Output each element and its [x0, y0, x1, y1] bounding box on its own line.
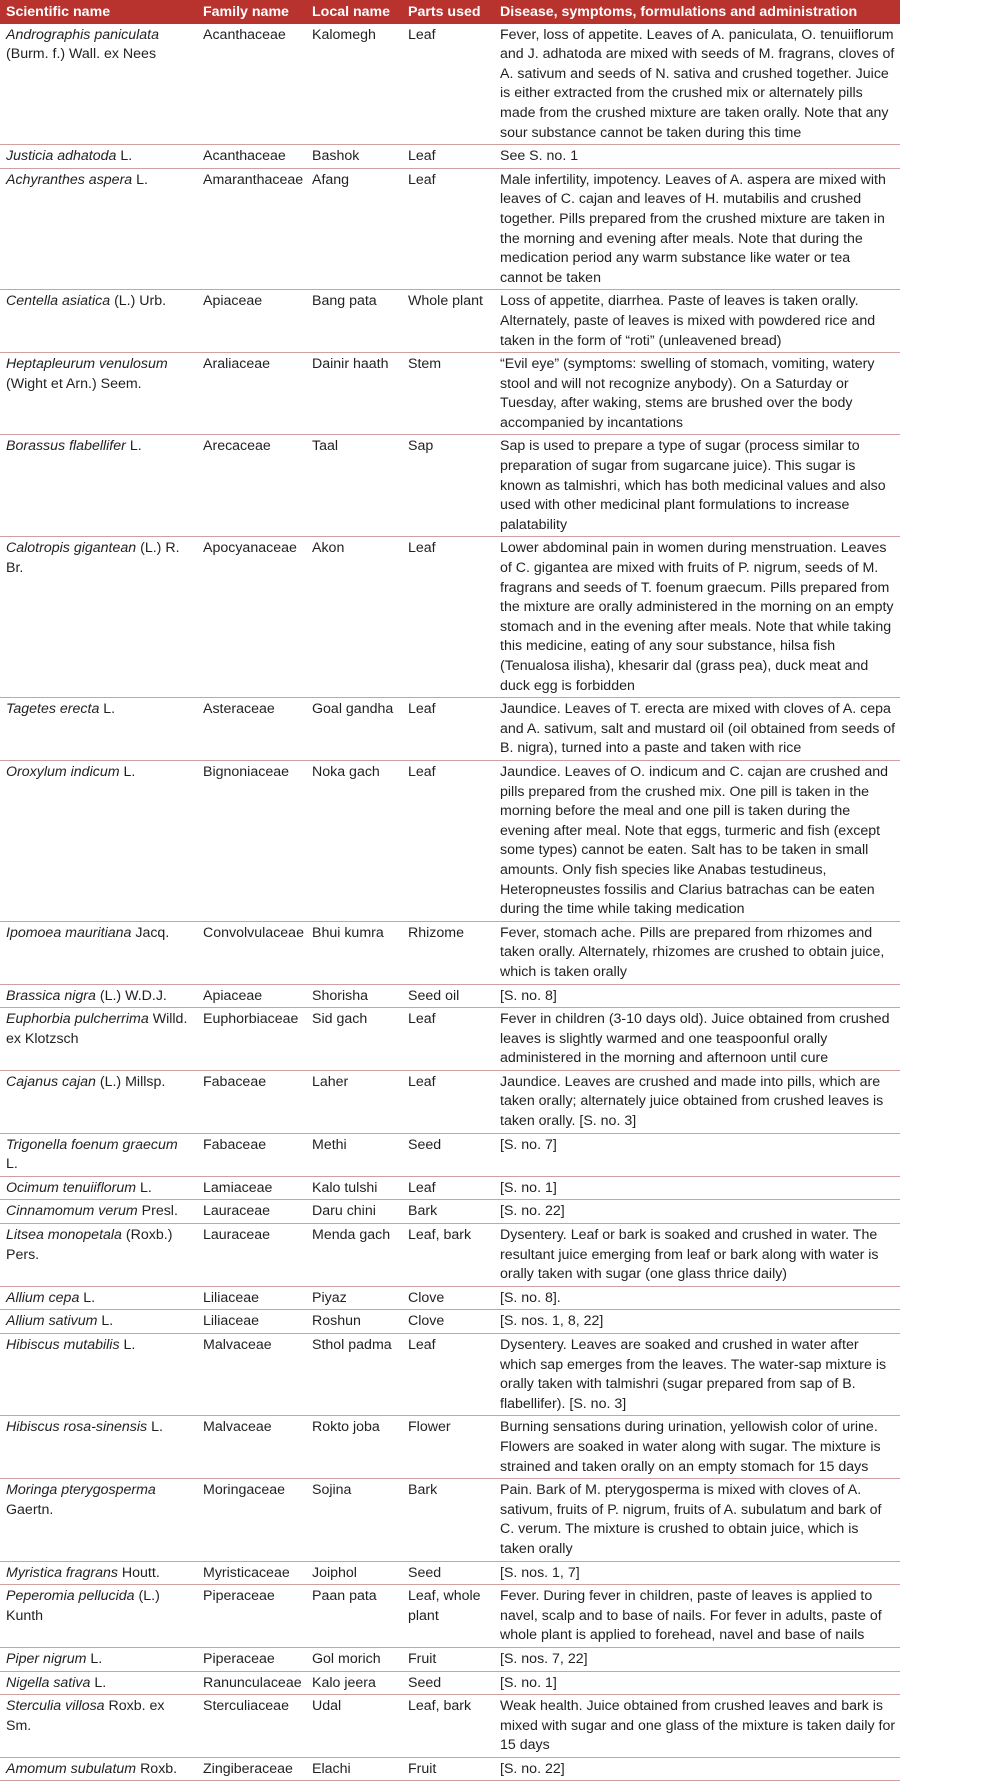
cell-scientific-name	[0, 1585, 197, 1648]
species-author: (L.) Urb.	[114, 293, 167, 310]
table-row	[0, 1479, 900, 1561]
cell-local-name: Dainir haath	[312, 356, 389, 373]
species-name: Moringa pterygosperma	[6, 1482, 156, 1499]
cell-local-name: Laher	[312, 1073, 349, 1090]
cell-family-name: Convolvulaceae	[203, 924, 304, 941]
table-row	[0, 168, 900, 290]
cell-local-name: Noka gach	[312, 763, 380, 780]
table-row	[0, 1757, 900, 1781]
cell-description: Sap is used to prepare a type of sugar (process similar to preparation of sugar from sugarcane juice). This sugar is known as talmishri, which has both medicinal values and also used with other medicinal plant formulations to increase palatability	[500, 438, 886, 533]
cell-description: Dysentery. Leaf or bark is soaked and crushed in water. The resultant juice emerging from leaf or bark along with water is orally taken with sugar (one glass thrice daily)	[500, 1227, 879, 1283]
header-disease-formulation: Disease, symptoms, formulations and administration	[500, 4, 858, 20]
cell-parts-used: Stem	[408, 356, 442, 373]
species-name: Centella asiatica	[6, 293, 111, 310]
cell-family-name: Lauraceae	[203, 1227, 271, 1244]
table-row	[0, 353, 900, 435]
table-row	[0, 537, 900, 698]
species-name: Achyranthes aspera	[6, 171, 133, 188]
cell-family-name: Malvaceae	[203, 1419, 272, 1436]
cell-description: Burning sensations during urination, yellowish color of urine. Flowers are soaked in water along with sugar. The mixture is strained and taken orally on an empty stomach for 15 days	[500, 1419, 881, 1475]
species-name: Nigella sativa	[6, 1674, 91, 1691]
species-name: Calotropis gigantean	[6, 540, 137, 557]
cell-family-name: Acanthaceae	[203, 148, 286, 165]
table-row	[0, 1647, 900, 1671]
species-author: L.	[151, 1419, 163, 1436]
table-row	[0, 290, 900, 353]
species-name: Heptapleurum venulosum	[6, 356, 168, 373]
cell-scientific-name	[0, 1176, 197, 1200]
cell-family-name: Lamiaceae	[203, 1179, 273, 1196]
table-row	[0, 145, 900, 169]
cell-scientific-name	[0, 537, 197, 698]
cell-parts-used: Leaf	[408, 148, 436, 165]
cell-local-name: Afang	[312, 171, 350, 188]
species-name: Ocimum tenuiiflorum	[6, 1179, 137, 1196]
species-name: Andrographis paniculata	[6, 26, 160, 43]
table-body	[0, 24, 900, 1781]
cell-local-name: Bang pata	[312, 293, 377, 310]
cell-scientific-name	[0, 1310, 197, 1334]
cell-description: Fever in children (3-10 days old). Juice obtained from crushed leaves is slightly warmed and one teaspoonful orally administered in the morning and afternoon until cure	[500, 1011, 890, 1067]
cell-scientific-name	[0, 921, 197, 984]
cell-scientific-name	[0, 984, 197, 1008]
cell-local-name: Akon	[312, 540, 345, 557]
species-author: L.	[123, 1337, 136, 1353]
species-author: Roxb. ex Sm.	[6, 1698, 165, 1734]
species-author: L.	[83, 1289, 96, 1306]
cell-parts-used: Leaf	[408, 1011, 436, 1028]
species-name: Piper nigrum	[6, 1650, 87, 1667]
cell-scientific-name	[0, 1286, 197, 1310]
cell-family-name: Piperaceae	[203, 1650, 275, 1667]
species-author: L.	[136, 171, 148, 188]
species-author: Willd. ex Klotzsch	[6, 1011, 188, 1047]
cell-local-name: Rokto joba	[312, 1419, 380, 1436]
cell-scientific-name	[0, 24, 197, 145]
species-author: Gaertn.	[6, 1501, 54, 1518]
cell-description: Jaundice. Leaves of O. indicum and C. cajan are crushed and pills prepared from the crushed mix. One pill is taken in the morning before the meal and one pill is taken during the evening after meal. Note that eggs, turmeric and fish (except some types) cannot be eaten. Salt has to be taken in small amounts. Only fish species like Anabas testudineus, Heteropneustes fossilis and Clarius batrachas can be eaten during the time while taking medication	[500, 763, 889, 918]
species-author: (Burm. f.) Wall. ex Nees	[6, 46, 157, 63]
cell-scientific-name	[0, 168, 197, 290]
cell-scientific-name	[0, 1334, 197, 1416]
cell-description: [S. no. 22]	[500, 1760, 565, 1777]
cell-family-name: Lauraceae	[203, 1203, 271, 1220]
cell-scientific-name	[0, 1695, 197, 1758]
cell-local-name: Shorisha	[312, 987, 368, 1004]
cell-local-name: Bashok	[312, 148, 360, 165]
cell-family-name: Ranunculaceae	[203, 1674, 302, 1691]
cell-parts-used: Fruit	[408, 1650, 437, 1667]
cell-parts-used: Bark	[408, 1203, 438, 1220]
cell-description: [S. no. 1]	[500, 1674, 557, 1691]
table-row	[0, 1585, 900, 1648]
cell-description: Dysentery. Leaves are soaked and crushed in water after which sap emerges from the leaves. The water-sap mixture is orally taken with talmishri (sugar prepared from sap of B. flabellifer). [S. no. 3]	[500, 1337, 887, 1412]
species-author: L.	[6, 1156, 18, 1173]
cell-local-name: Kalomegh	[312, 26, 376, 43]
cell-family-name: Asteraceae	[203, 701, 275, 718]
cell-local-name: Methi	[312, 1136, 347, 1153]
cell-local-name: Bhui kumra	[312, 924, 384, 941]
cell-description: [S. nos. 1, 8, 22]	[500, 1313, 604, 1330]
cell-family-name: Apiaceae	[203, 293, 263, 310]
cell-parts-used: Leaf	[408, 26, 436, 43]
cell-parts-used: Leaf, bark	[408, 1698, 472, 1715]
cell-parts-used: Whole plant	[408, 293, 483, 310]
cell-parts-used: Seed	[408, 1136, 442, 1153]
cell-description: Pain. Bark of M. pterygosperma is mixed with cloves of A. sativum, fruits of P. nigrum, fruits of A. subulatum and bark of C. verum. The mixture is crushed to obtain juice, which is taken orally	[500, 1482, 882, 1557]
cell-description: Fever, loss of appetite. Leaves of A. paniculata, O. tenuiiflorum and J. adhatoda are mixed with seeds of M. fragrans, cloves of A. sativum and seeds of N. sativa and crushed together. Juice is either extracted from the crushed mix or alternately pills made from the crushed mixture are taken orally. Note that any sour substance cannot be taken during this time	[500, 26, 895, 141]
species-name: Sterculia villosa	[6, 1698, 105, 1715]
cell-scientific-name	[0, 1671, 197, 1695]
species-name: Myristica fragrans	[6, 1564, 118, 1581]
species-author: (Wight et Arn.) Seem.	[6, 375, 142, 392]
header-parts-used: Parts used	[408, 4, 481, 20]
cell-parts-used: Clove	[408, 1289, 445, 1306]
species-author: L.	[103, 701, 116, 718]
species-name: Hibiscus mutabilis	[6, 1337, 120, 1353]
species-name: Tagetes erecta	[6, 701, 100, 718]
cell-local-name: Taal	[312, 438, 339, 455]
cell-parts-used: Seed	[408, 1564, 442, 1581]
cell-scientific-name	[0, 1133, 197, 1176]
cell-family-name: Amaranthaceae	[203, 171, 304, 188]
table-row	[0, 1310, 900, 1334]
cell-family-name: Apocyanaceae	[203, 540, 297, 557]
header-local-name: Local name	[312, 4, 391, 20]
species-author: L.	[123, 763, 136, 780]
cell-scientific-name	[0, 1224, 197, 1287]
cell-scientific-name	[0, 1561, 197, 1585]
cell-description: Loss of appetite, diarrhea. Paste of leaves is taken orally. Alternately, paste of leaves is mixed with powdered rice and taken in the form of “roti” (unleavened bread)	[500, 293, 876, 349]
cell-family-name: Liliaceae	[203, 1289, 260, 1306]
cell-local-name: Paan pata	[312, 1588, 377, 1605]
cell-parts-used: Leaf, bark	[408, 1227, 472, 1244]
cell-scientific-name	[0, 760, 197, 921]
table-row	[0, 435, 900, 537]
table-row	[0, 1416, 900, 1479]
species-name: Allium cepa	[6, 1289, 80, 1306]
cell-family-name: Piperaceae	[203, 1588, 275, 1605]
table-row	[0, 1671, 900, 1695]
cell-family-name: Euphorbiaceae	[203, 1011, 299, 1028]
cell-family-name: Sterculiaceae	[203, 1698, 289, 1715]
cell-description: [S. no. 22]	[500, 1203, 565, 1220]
cell-scientific-name	[0, 435, 197, 537]
table-row	[0, 1334, 900, 1416]
cell-family-name: Araliaceae	[203, 356, 271, 373]
cell-local-name: Sid gach	[312, 1011, 368, 1028]
species-name: Hibiscus rosa-sinensis	[6, 1419, 148, 1436]
table-row	[0, 1176, 900, 1200]
cell-description: [S. no. 8].	[500, 1289, 561, 1306]
cell-family-name: Liliaceae	[203, 1313, 260, 1330]
cell-local-name: Menda gach	[312, 1227, 391, 1244]
cell-family-name: Acanthaceae	[203, 26, 286, 43]
cell-family-name: Fabaceae	[203, 1073, 267, 1090]
cell-scientific-name	[0, 1647, 197, 1671]
species-name: Litsea monopetala	[6, 1227, 122, 1244]
species-name: Peperomia pellucida	[6, 1588, 135, 1605]
species-name: Justicia adhatoda	[6, 148, 117, 165]
table-row	[0, 1070, 900, 1133]
cell-family-name: Fabaceae	[203, 1136, 267, 1153]
cell-family-name: Myristicaceae	[203, 1564, 290, 1581]
cell-parts-used: Bark	[408, 1482, 438, 1499]
table-row	[0, 1561, 900, 1585]
cell-family-name: Arecaceae	[203, 438, 271, 455]
species-author: Roxb.	[140, 1760, 178, 1777]
cell-local-name: Piyaz	[312, 1289, 347, 1306]
cell-local-name: Elachi	[312, 1760, 351, 1777]
cell-scientific-name	[0, 353, 197, 435]
table-row	[0, 698, 900, 761]
cell-parts-used: Seed	[408, 1674, 442, 1691]
species-author: L.	[129, 438, 142, 455]
cell-description: [S. nos. 1, 7]	[500, 1564, 580, 1581]
species-author: L.	[140, 1179, 152, 1196]
cell-scientific-name	[0, 1757, 197, 1781]
cell-description: Lower abdominal pain in women during menstruation. Leaves of C. gigantea are mixed with fruits of P. nigrum, seeds of M. fragrans and seeds of T. foenum graecum. Pills prepared from the mixture are orally administered in the morning on an empty stomach and in the evening after meals. Note that while taking this medicine, eating of any sour substance, hilsa fish (Tenualosa ilisha), khesarir dal (grass pea), duck meat and duck egg is forbidden	[500, 540, 894, 694]
species-name: Amomum subulatum	[6, 1760, 137, 1777]
species-name: Brassica nigra	[6, 987, 96, 1004]
cell-local-name: Gol morich	[312, 1650, 381, 1667]
cell-family-name: Bignoniaceae	[203, 763, 289, 780]
cell-description: [S. nos. 7, 22]	[500, 1650, 588, 1667]
cell-family-name: Moringaceae	[203, 1482, 286, 1499]
species-author: Jacq.	[135, 924, 170, 941]
cell-scientific-name	[0, 698, 197, 761]
cell-local-name: Udal	[312, 1698, 342, 1715]
species-name: Cajanus cajan	[6, 1073, 96, 1090]
cell-description: [S. no. 1]	[500, 1179, 557, 1196]
cell-description: Fever, stomach ache. Pills are prepared from rhizomes and taken orally. Alternately, rhizomes are crushed to obtain juice, which is taken orally	[500, 924, 885, 980]
table-row	[0, 921, 900, 984]
cell-local-name: Goal gandha	[312, 701, 394, 718]
table-row	[0, 984, 900, 1008]
species-author: (L.) Kunth	[6, 1588, 160, 1624]
species-author: Presl.	[141, 1203, 178, 1220]
cell-description: Weak health. Juice obtained from crushed leaves and bark is mixed with sugar and one glass of the mixture is taken daily for 15 days	[500, 1698, 896, 1754]
cell-description: See S. no. 1	[500, 148, 579, 165]
table-row	[0, 1224, 900, 1287]
cell-parts-used: Flower	[408, 1419, 451, 1436]
cell-family-name: Malvaceae	[203, 1337, 272, 1353]
cell-family-name: Zingiberaceae	[203, 1760, 293, 1777]
cell-scientific-name	[0, 1479, 197, 1561]
header-family-name: Family name	[203, 4, 289, 20]
cell-local-name: Sthol padma	[312, 1337, 392, 1353]
cell-parts-used: Sap	[408, 438, 434, 455]
cell-local-name: Roshun	[312, 1313, 361, 1330]
cell-parts-used: Leaf	[408, 1073, 436, 1090]
cell-description: Male infertility, impotency. Leaves of A. aspera are mixed with leaves of C. cajan and leaves of H. mutabilis and crushed together. Pills prepared from the crushed mixture are taken in the morning and evening after meals. Note that during the medication period any warm substance like water or tea cannot be taken	[500, 171, 886, 286]
species-author: L.	[120, 148, 133, 165]
cell-scientific-name	[0, 1200, 197, 1224]
cell-local-name: Sojina	[312, 1482, 352, 1499]
cell-local-name: Kalo tulshi	[312, 1179, 378, 1196]
cell-parts-used: Fruit	[408, 1760, 437, 1777]
header-scientific-name: Scientific name	[6, 4, 111, 20]
cell-parts-used: Leaf, whole plant	[408, 1588, 481, 1624]
cell-local-name: Joiphol	[312, 1564, 357, 1581]
cell-scientific-name	[0, 290, 197, 353]
species-author: (L.) Millsp.	[99, 1073, 166, 1090]
cell-description: “Evil eye” (symptoms: swelling of stomach, vomiting, watery stool and will not recognize anybody). On a Saturday or Tuesday, after waking, stems are brushed over the body accompanied by incantations	[500, 356, 875, 431]
cell-parts-used: Rhizome	[408, 924, 464, 941]
cell-scientific-name	[0, 145, 197, 169]
species-author: L.	[94, 1674, 107, 1691]
species-name: Ipomoea mauritiana	[6, 924, 132, 941]
species-name: Euphorbia pulcherrima	[6, 1011, 149, 1028]
species-name: Oroxylum indicum	[6, 763, 120, 780]
cell-parts-used: Leaf	[408, 171, 436, 188]
table-row	[0, 24, 900, 145]
species-author: Houtt.	[121, 1564, 160, 1581]
species-name: Trigonella foenum graecum	[6, 1136, 178, 1153]
species-name: Allium sativum	[6, 1313, 98, 1330]
table-header-row	[0, 0, 900, 24]
cell-parts-used: Seed oil	[408, 987, 460, 1004]
species-name: Borassus flabellifer	[6, 438, 126, 455]
cell-local-name: Daru chini	[312, 1203, 376, 1220]
cell-description: Fever. During fever in children, paste of leaves is applied to navel, scalp and to base of nails. For fever in adults, paste of whole plant is applied to forehead, navel and base of nails	[500, 1588, 882, 1644]
cell-scientific-name	[0, 1416, 197, 1479]
species-name: Cinnamomum verum	[6, 1203, 138, 1220]
table-row	[0, 1200, 900, 1224]
species-author: (Roxb.) Pers.	[6, 1227, 173, 1263]
table-row	[0, 1008, 900, 1071]
table-row	[0, 1695, 900, 1758]
cell-parts-used: Leaf	[408, 701, 436, 718]
cell-local-name: Kalo jeera	[312, 1674, 376, 1691]
cell-parts-used: Leaf	[408, 763, 436, 780]
table-row	[0, 1286, 900, 1310]
species-author: (L.) R. Br.	[6, 540, 180, 577]
species-author: (L.) W.D.J.	[99, 987, 167, 1004]
cell-description: Jaundice. Leaves are crushed and made into pills, which are taken orally; alternately juice obtained from crushed leaves is taken orally. [S. no. 3]	[500, 1073, 884, 1130]
cell-parts-used: Leaf	[408, 1179, 436, 1196]
species-author: L.	[101, 1313, 114, 1330]
cell-scientific-name	[0, 1070, 197, 1133]
cell-scientific-name	[0, 1008, 197, 1071]
cell-family-name: Apiaceae	[203, 987, 263, 1004]
species-author: L.	[90, 1650, 103, 1667]
cell-description: [S. no. 7]	[500, 1136, 557, 1153]
table-row	[0, 1133, 900, 1176]
cell-parts-used: Leaf	[408, 540, 436, 557]
cell-description: Jaundice. Leaves of T. erecta are mixed with cloves of A. cepa and A. sativum, salt and mustard oil (oil obtained from seeds of B. nigra), turned into a paste and taken with rice	[500, 701, 896, 757]
cell-parts-used: Leaf	[408, 1337, 436, 1353]
cell-parts-used: Clove	[408, 1313, 445, 1330]
table-row	[0, 760, 900, 921]
cell-description: [S. no. 8]	[500, 987, 557, 1004]
